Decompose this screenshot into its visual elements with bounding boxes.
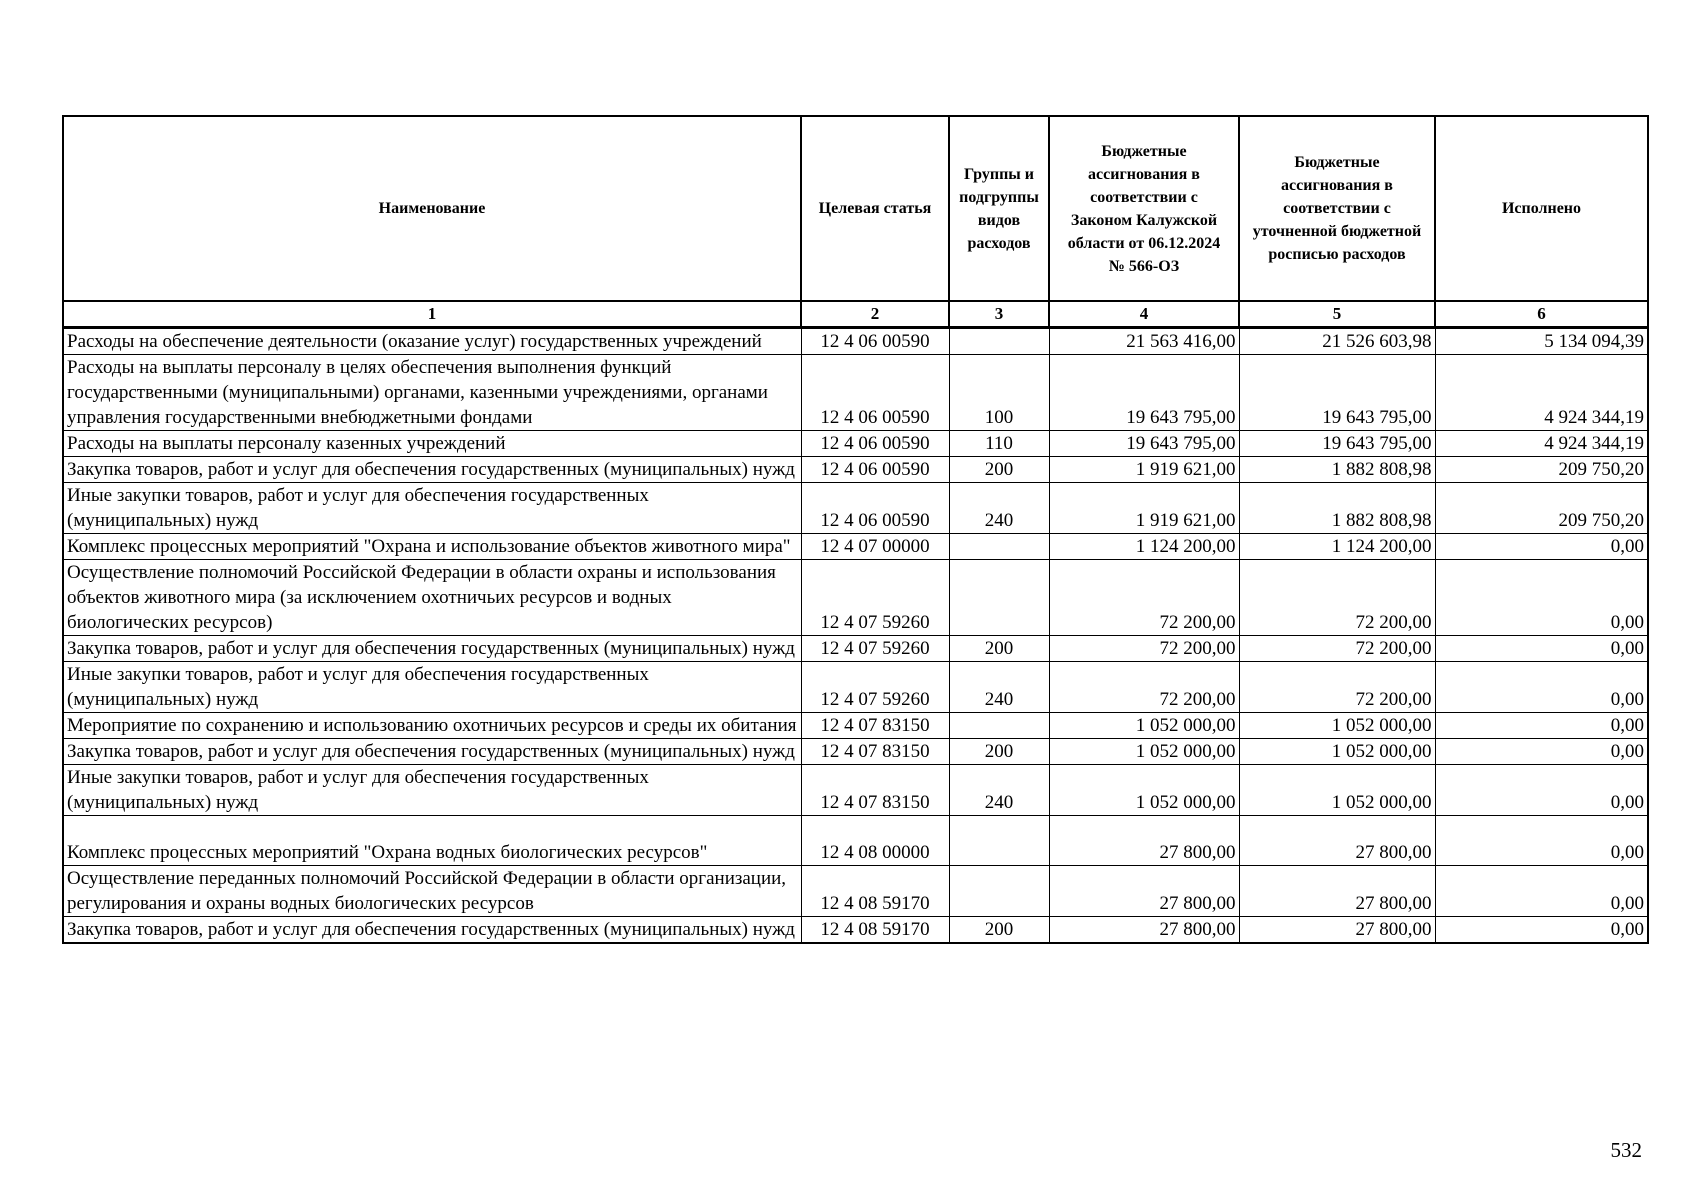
row-target-article: 12 4 07 59260 (801, 662, 949, 713)
table-row (63, 431, 1648, 457)
row-plan-amount: 1 882 808,98 (1239, 483, 1435, 534)
row-name: Закупка товаров, работ и услуг для обеспечения государственных (муниципальных) нужд (63, 739, 801, 765)
row-target-article: 12 4 06 00590 (801, 431, 949, 457)
row-target-article: 12 4 08 00000 (801, 816, 949, 866)
row-plan-amount: 19 643 795,00 (1239, 431, 1435, 457)
row-law-amount: 27 800,00 (1049, 917, 1239, 944)
row-plan-amount: 1 052 000,00 (1239, 765, 1435, 816)
row-target-article: 12 4 07 59260 (801, 636, 949, 662)
row-plan-amount: 72 200,00 (1239, 662, 1435, 713)
row-expense-group (949, 534, 1049, 560)
row-name: Комплекс процессных мероприятий "Охрана и использование объектов животного мира" (63, 534, 801, 560)
column-number: 2 (801, 301, 949, 328)
row-law-amount: 1 124 200,00 (1049, 534, 1239, 560)
row-executed-amount: 0,00 (1435, 816, 1648, 866)
row-executed-amount: 0,00 (1435, 560, 1648, 636)
row-expense-group: 110 (949, 431, 1049, 457)
row-expense-group: 240 (949, 483, 1049, 534)
header-expense-groups: Группы и подгруппы видов расходов (949, 116, 1049, 301)
row-law-amount: 19 643 795,00 (1049, 431, 1239, 457)
row-executed-amount: 0,00 (1435, 866, 1648, 917)
row-expense-group: 200 (949, 457, 1049, 483)
row-plan-amount: 19 643 795,00 (1239, 355, 1435, 431)
row-target-article: 12 4 07 83150 (801, 765, 949, 816)
row-executed-amount: 0,00 (1435, 713, 1648, 739)
row-target-article: 12 4 07 00000 (801, 534, 949, 560)
row-expense-group: 100 (949, 355, 1049, 431)
row-executed-amount: 0,00 (1435, 662, 1648, 713)
row-executed-amount: 0,00 (1435, 917, 1648, 944)
table-row (63, 483, 1648, 534)
column-number: 3 (949, 301, 1049, 328)
column-number: 1 (63, 301, 801, 328)
table-row (63, 662, 1648, 713)
row-plan-amount: 27 800,00 (1239, 866, 1435, 917)
table-row (63, 917, 1648, 944)
page-number: 532 (1610, 1138, 1642, 1162)
row-executed-amount: 0,00 (1435, 739, 1648, 765)
row-name: Иные закупки товаров, работ и услуг для обеспечения государственных (муниципальных) нужд (63, 765, 801, 816)
row-name: Иные закупки товаров, работ и услуг для обеспечения государственных (муниципальных) нужд (63, 662, 801, 713)
row-plan-amount: 72 200,00 (1239, 636, 1435, 662)
row-executed-amount: 0,00 (1435, 534, 1648, 560)
row-law-amount: 1 052 000,00 (1049, 739, 1239, 765)
row-name: Закупка товаров, работ и услуг для обеспечения государственных (муниципальных) нужд (63, 636, 801, 662)
row-executed-amount: 0,00 (1435, 636, 1648, 662)
table-row (63, 866, 1648, 917)
table-row (63, 560, 1648, 636)
column-number-row (63, 301, 1648, 328)
row-law-amount: 72 200,00 (1049, 636, 1239, 662)
row-name: Расходы на выплаты персоналу казенных учреждений (63, 431, 801, 457)
header-plan-allocations: Бюджетные ассигнования в соответствии с уточненной бюджетной росписью расходов (1239, 116, 1435, 301)
row-name: Расходы на выплаты персоналу в целях обеспечения выполнения функций государственными (муниципальными) органами, казенными учреждениями, органами управления государственными внебюджетными фондами (63, 355, 801, 431)
table-row (63, 328, 1648, 355)
row-law-amount: 1 919 621,00 (1049, 457, 1239, 483)
row-executed-amount: 209 750,20 (1435, 483, 1648, 534)
row-target-article: 12 4 06 00590 (801, 328, 949, 355)
row-law-amount: 72 200,00 (1049, 560, 1239, 636)
row-name: Осуществление переданных полномочий Российской Федерации в области организации, регулирования и охраны водных биологических ресурсов (63, 866, 801, 917)
table-row (63, 816, 1648, 866)
row-name: Закупка товаров, работ и услуг для обеспечения государственных (муниципальных) нужд (63, 457, 801, 483)
header-target-article: Целевая статья (801, 116, 949, 301)
row-plan-amount: 1 052 000,00 (1239, 713, 1435, 739)
row-law-amount: 1 919 621,00 (1049, 483, 1239, 534)
row-expense-group: 200 (949, 917, 1049, 944)
row-executed-amount: 5 134 094,39 (1435, 328, 1648, 355)
row-expense-group (949, 816, 1049, 866)
row-plan-amount: 27 800,00 (1239, 917, 1435, 944)
table-row (63, 713, 1648, 739)
table-row (63, 457, 1648, 483)
row-expense-group: 240 (949, 662, 1049, 713)
row-expense-group: 200 (949, 636, 1049, 662)
table-row (63, 765, 1648, 816)
row-expense-group: 240 (949, 765, 1049, 816)
row-expense-group (949, 328, 1049, 355)
row-plan-amount: 21 526 603,98 (1239, 328, 1435, 355)
table-row (63, 355, 1648, 431)
row-plan-amount: 72 200,00 (1239, 560, 1435, 636)
row-plan-amount: 1 052 000,00 (1239, 739, 1435, 765)
row-expense-group: 200 (949, 739, 1049, 765)
row-target-article: 12 4 08 59170 (801, 917, 949, 944)
row-name: Иные закупки товаров, работ и услуг для обеспечения государственных (муниципальных) нужд (63, 483, 801, 534)
column-number: 6 (1435, 301, 1648, 328)
column-number: 4 (1049, 301, 1239, 328)
header-name: Наименование (63, 116, 801, 301)
row-executed-amount: 209 750,20 (1435, 457, 1648, 483)
row-name: Мероприятие по сохранению и использованию охотничьих ресурсов и среды их обитания (63, 713, 801, 739)
header-law-allocations: Бюджетные ассигнования в соответствии с Законом Калужской области от 06.12.2024 № 566-ОЗ (1049, 116, 1239, 301)
row-target-article: 12 4 08 59170 (801, 866, 949, 917)
budget-table (62, 115, 1649, 944)
row-expense-group (949, 866, 1049, 917)
row-expense-group (949, 713, 1049, 739)
row-name: Закупка товаров, работ и услуг для обеспечения государственных (муниципальных) нужд (63, 917, 801, 944)
row-law-amount: 19 643 795,00 (1049, 355, 1239, 431)
row-executed-amount: 0,00 (1435, 765, 1648, 816)
budget-sheet (62, 115, 1647, 944)
row-law-amount: 27 800,00 (1049, 816, 1239, 866)
row-law-amount: 1 052 000,00 (1049, 713, 1239, 739)
row-name: Осуществление полномочий Российской Федерации в области охраны и использования объектов животного мира (за исключением охотничьих ресурсов и водных биологических ресурсов) (63, 560, 801, 636)
row-target-article: 12 4 07 59260 (801, 560, 949, 636)
row-executed-amount: 4 924 344,19 (1435, 431, 1648, 457)
row-target-article: 12 4 06 00590 (801, 355, 949, 431)
row-law-amount: 72 200,00 (1049, 662, 1239, 713)
row-expense-group (949, 560, 1049, 636)
row-name: Комплекс процессных мероприятий "Охрана водных биологических ресурсов" (63, 816, 801, 866)
column-number: 5 (1239, 301, 1435, 328)
row-plan-amount: 27 800,00 (1239, 816, 1435, 866)
table-row (63, 534, 1648, 560)
row-target-article: 12 4 07 83150 (801, 713, 949, 739)
header-row (63, 116, 1648, 301)
row-target-article: 12 4 07 83150 (801, 739, 949, 765)
table-row (63, 739, 1648, 765)
row-target-article: 12 4 06 00590 (801, 457, 949, 483)
row-target-article: 12 4 06 00590 (801, 483, 949, 534)
row-plan-amount: 1 882 808,98 (1239, 457, 1435, 483)
header-executed: Исполнено (1435, 116, 1648, 301)
row-executed-amount: 4 924 344,19 (1435, 355, 1648, 431)
row-law-amount: 1 052 000,00 (1049, 765, 1239, 816)
table-row (63, 636, 1648, 662)
row-plan-amount: 1 124 200,00 (1239, 534, 1435, 560)
row-law-amount: 21 563 416,00 (1049, 328, 1239, 355)
row-name: Расходы на обеспечение деятельности (оказание услуг) государственных учреждений (63, 328, 801, 355)
row-law-amount: 27 800,00 (1049, 866, 1239, 917)
